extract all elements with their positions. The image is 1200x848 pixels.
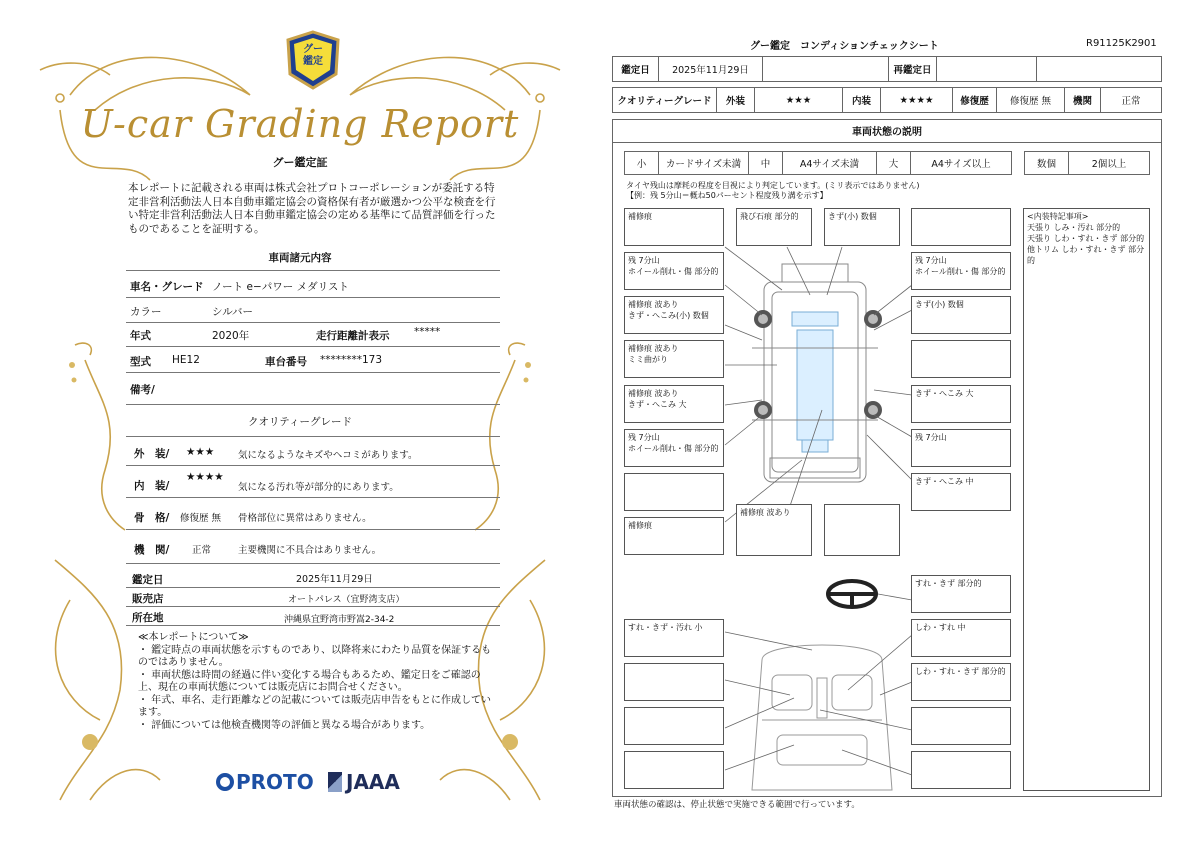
divider [126, 606, 500, 607]
comment-box [911, 707, 1011, 745]
comment-box: 残 7分山 [911, 429, 1011, 467]
car-name-value: ノート e−パワー メダリスト [212, 281, 349, 293]
count-desc: 2個以上 [1091, 159, 1127, 170]
certificate-heading: グー鑑定証 [272, 156, 328, 169]
jaaa-logo-text: JAAA [346, 770, 400, 794]
report-notes [138, 632, 498, 732]
appraisal-date-label: 鑑定日 [132, 574, 164, 586]
blank-cell [763, 57, 889, 81]
interior-note: 他トリム しわ・すれ・きず 部分的 [1027, 245, 1145, 265]
engine-value: 正常 [1121, 96, 1141, 107]
year-label: 年式 [130, 330, 151, 342]
jaaa-logo [328, 770, 400, 794]
remarks-label: 備考/ [130, 384, 155, 396]
divider [126, 465, 500, 466]
medium-desc: A4サイズ未満 [783, 152, 877, 174]
comment-box [624, 751, 724, 789]
comment-box [624, 707, 724, 745]
exterior-grade: ★★★ [186, 446, 215, 458]
proto-logo-text: PROTO [236, 770, 314, 794]
large-label: 大 [877, 152, 911, 174]
steering-wheel-icon [828, 581, 876, 607]
comment-box [624, 663, 724, 701]
divider [126, 436, 500, 437]
int-label: 内装 [843, 88, 881, 112]
frame-grade: 修復歴 無 [180, 513, 222, 524]
divider [126, 297, 500, 298]
ext-label: 外装 [717, 88, 755, 112]
footer-note: 車両状態の確認は、停止状態で実施できる範囲で行っています。 [614, 800, 860, 810]
interior-label: 内 装/ [134, 480, 170, 492]
count-legend [1024, 151, 1150, 175]
year-value: 2020年 [212, 330, 250, 342]
qg-label: クオリティーグレード [613, 88, 717, 112]
comment-box: 補修痕 波あり きず・へこみ(小) 数個 [624, 296, 724, 334]
car-name-label: 車名・グレード [130, 281, 204, 293]
comment-box: きず(小) 数個 [911, 296, 1011, 334]
comment-box: 飛び石痕 部分的 [736, 208, 812, 246]
small-label: 小 [625, 152, 659, 174]
section-title: 車両状態の説明 [612, 119, 1162, 143]
address-value: 沖縄県宜野湾市野嵩2-34-2 [284, 615, 395, 625]
jaaa-mark-icon [328, 772, 342, 792]
divider [126, 270, 500, 271]
note-item: ・ 鑑定時点の車両状態を示すものであり、以降将来にわたり品質を保証するものではありません。 [138, 644, 492, 668]
sheet-title: グー鑑定 コンディションチェックシート [750, 41, 939, 52]
comment-box [624, 473, 724, 511]
mileage-value: ***** [414, 326, 441, 338]
divider [126, 497, 500, 498]
divider [126, 372, 500, 373]
comment-box: きず・へこみ 大 [911, 385, 1011, 423]
count-label: 数個 [1025, 152, 1069, 174]
goo-badge [286, 30, 340, 90]
comment-box: すれ・きず・汚れ 小 [624, 619, 724, 657]
comment-box: 補修痕 波あり [736, 504, 812, 556]
exterior-desc: 気になるようなキズやヘコミがあります。 [238, 450, 418, 461]
comment-box: すれ・きず 部分的 [911, 575, 1011, 613]
comment-box: しわ・すれ 中 [911, 619, 1011, 657]
interior-desc: 気になる汚れ等が部分的にあります。 [238, 482, 399, 493]
interior-notes-box [1023, 208, 1150, 791]
notes-heading: ≪本レポートについて≫ [138, 632, 249, 643]
color-label: カラー [130, 306, 162, 318]
badge-text: グー 鑑定 [303, 44, 323, 67]
divider [126, 346, 500, 347]
interior-grade: ★★★★ [186, 471, 224, 483]
repair-label: 修復歴 [953, 88, 997, 112]
reinspect-value [937, 57, 1037, 81]
interior-notes-title: <内装特記事項> [1027, 212, 1089, 221]
comment-box [911, 340, 1011, 378]
date-row [612, 56, 1162, 82]
model-label: 型式 [130, 356, 151, 368]
comment-box: 残 7分山 ホイール削れ・傷 部分的 [624, 252, 724, 290]
appraisal-date-value: 2025年11月29日 [296, 574, 373, 585]
color-value: シルバー [212, 306, 254, 318]
comment-box [911, 751, 1011, 789]
note-item: ・ 車両状態は時間の経過に伴い変化する場合もあるため、鑑定日をご確認の上、現在の車両状態については販売店にお問合せください。 [138, 669, 481, 693]
exterior-label: 外 装/ [134, 448, 170, 460]
comment-box [824, 504, 900, 556]
repair-value: 修復歴 無 [997, 88, 1065, 112]
divider [126, 587, 500, 588]
quality-heading: クオリティーグレード [248, 416, 352, 428]
proto-mark-icon [216, 773, 234, 791]
engine-desc: 主要機関に不具合はありません。 [238, 545, 382, 556]
divider [126, 529, 500, 530]
comment-box: しわ・すれ・きず 部分的 [911, 663, 1011, 701]
divider [126, 563, 500, 564]
model-value: HE12 [172, 354, 200, 366]
spec-heading: 車両諸元内容 [268, 252, 332, 264]
divider [126, 625, 500, 626]
comment-box [911, 208, 1011, 246]
frame-desc: 骨格部位に異常はありません。 [238, 513, 372, 524]
large-desc: A4サイズ以上 [931, 159, 991, 170]
engine-label: 機関 [1065, 88, 1101, 112]
engine-label: 機 関/ [134, 544, 170, 556]
note-item: ・ 年式、車名、走行距離などの記載については販売店申告をもとに作成しています。 [138, 694, 491, 718]
reinspect-label: 再鑑定日 [889, 57, 937, 81]
divider [126, 322, 500, 323]
address-label: 所在地 [132, 612, 164, 624]
ext-value: ★★★ [755, 88, 843, 112]
comment-box: 補修痕 波あり ミミ曲がり [624, 340, 724, 378]
mileage-label: 走行距離計表示 [316, 330, 390, 342]
interior-note: 天張り しわ・すれ・きず 部分的 [1027, 234, 1145, 243]
small-desc: カードサイズ未満 [659, 152, 749, 174]
comment-box: 補修痕 [624, 517, 724, 555]
divider [126, 404, 500, 405]
comment-box: きず(小) 数個 [824, 208, 900, 246]
size-legend [624, 151, 1012, 175]
frame-label: 骨 格/ [134, 512, 170, 524]
dealer-label: 販売店 [132, 593, 164, 605]
medium-label: 中 [749, 152, 783, 174]
tire-note-1: タイヤ残山は摩耗の程度を目視により判定しています。(ミリ表示ではありません) [626, 181, 920, 190]
comment-box: 残 7分山 ホイール削れ・傷 部分的 [624, 429, 724, 467]
date-value: 2025年11月29日 [659, 57, 763, 81]
comment-box: 補修痕 波あり きず・へこみ 大 [624, 385, 724, 423]
int-value: ★★★★ [881, 88, 953, 112]
dealer-value: オートパレス（宜野湾支店） [288, 595, 405, 605]
chassis-label: 車台番号 [265, 356, 307, 368]
interior-note: 天張り しみ・汚れ 部分的 [1027, 223, 1121, 232]
comment-box: 残 7分山 ホイール削れ・傷 部分的 [911, 252, 1011, 290]
comment-box: 補修痕 [624, 208, 724, 246]
condition-check-sheet [600, 0, 1200, 848]
date-label: 鑑定日 [613, 57, 659, 81]
tire-note-2: 【例：残 5分山＝概ね50パーセント程度残り溝を示す】 [626, 191, 828, 200]
engine-grade: 正常 [192, 545, 212, 556]
certificate-text: 本レポートに記載される車両は株式会社プロトコーポレーションが委託する特定非営利活動法人日本自動車鑑定協会の資格保有者が厳選かつ公平な検査を行い特定非営利活動法人日本自動車鑑定協会の定める基準にて品質評価を行ったものであることを証明する。 [128, 182, 496, 235]
proto-logo [216, 770, 314, 794]
report-title: U-car Grading Report [80, 102, 520, 146]
note-item: ・ 評価については他検査機関等の評価と異なる場合があります。 [138, 719, 431, 731]
comment-box: きず・へこみ 中 [911, 473, 1011, 511]
chassis-value: ********173 [320, 354, 383, 366]
grade-row [612, 87, 1162, 113]
report-id: R91125K2901 [1086, 38, 1157, 49]
